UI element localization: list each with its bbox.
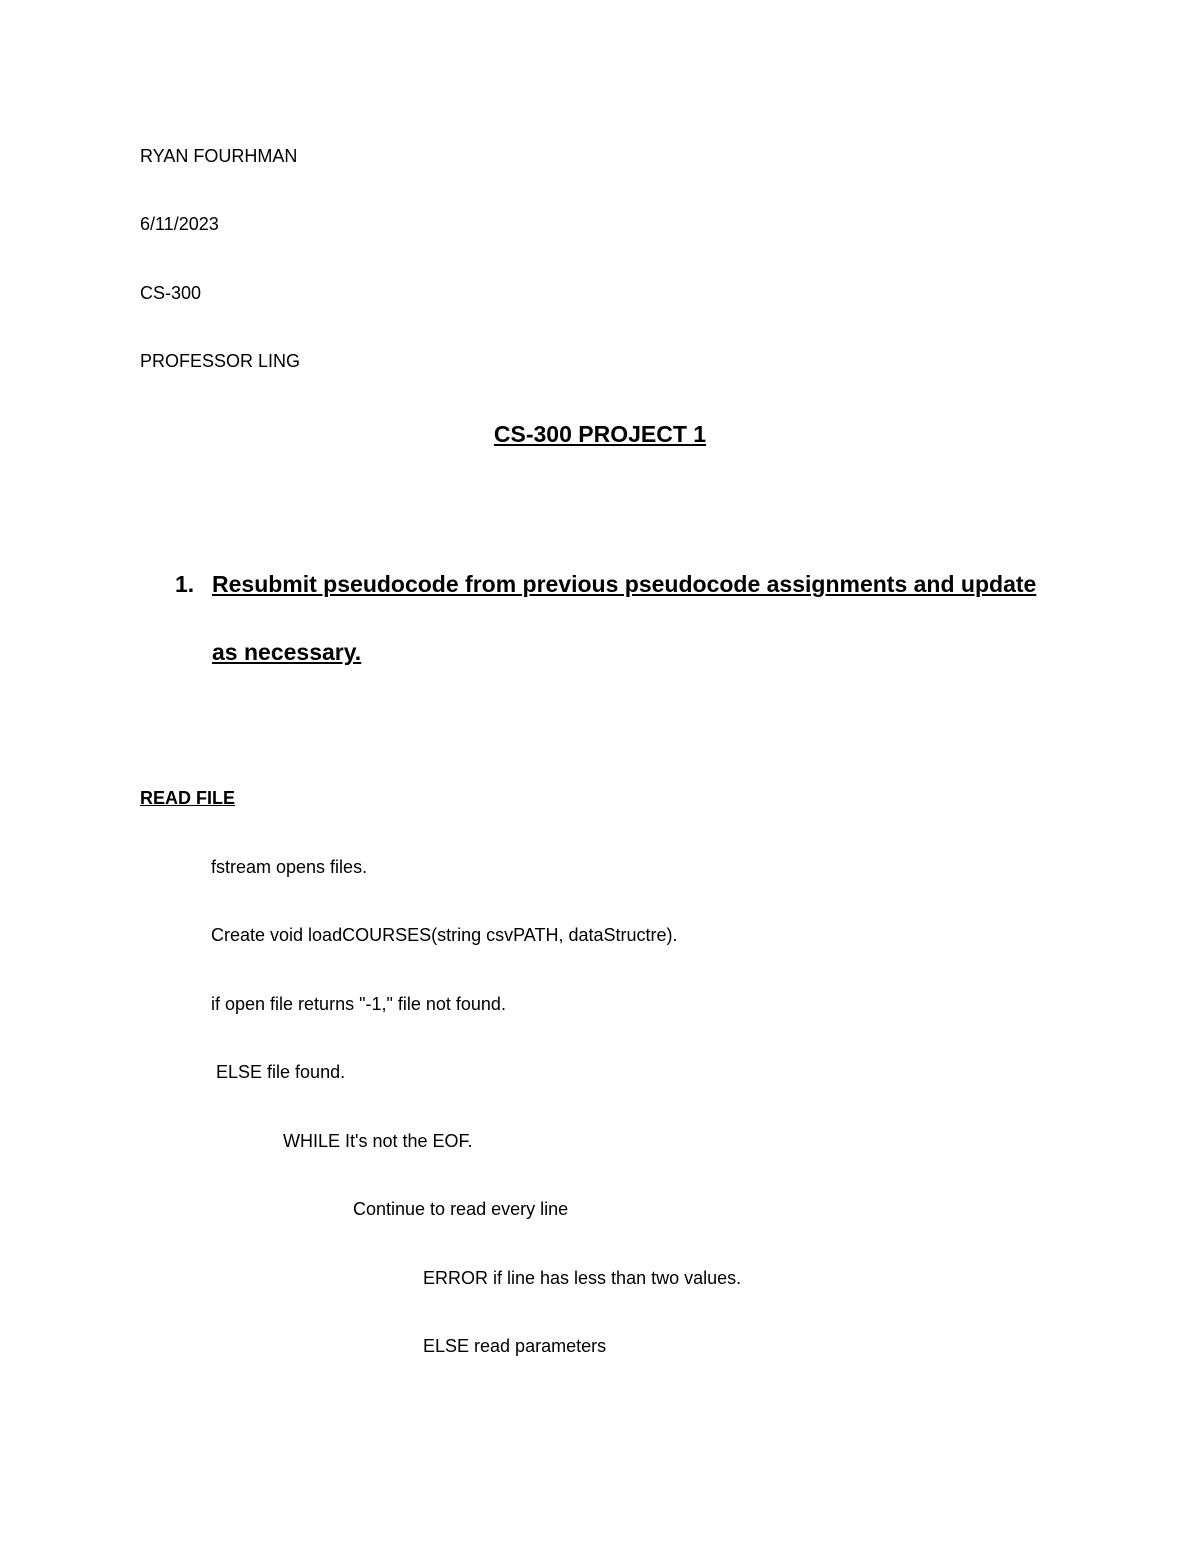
task-text-line-2: as necessary. (212, 639, 362, 665)
pseudocode-line: WHILE It's not the EOF. (283, 1131, 473, 1151)
professor-name: PROFESSOR LING (140, 351, 301, 371)
pseudocode-line: Continue to read every line (353, 1199, 569, 1219)
pseudocode-line: fstream opens files. (211, 857, 368, 877)
author-name: RYAN FOURHMAN (140, 146, 298, 166)
date: 6/11/2023 (140, 214, 219, 234)
task-number: 1. (175, 571, 195, 597)
task-text-line-1: Resubmit pseudocode from previous pseudocode assignments and update (212, 571, 1037, 597)
pseudocode-line: ELSE file found. (216, 1062, 346, 1082)
section-heading: READ FILE (140, 788, 236, 808)
pseudocode-line: ELSE read parameters (423, 1336, 607, 1356)
pseudocode-line: ERROR if line has less than two values. (423, 1268, 742, 1288)
pseudocode-line: Create void loadCOURSES(string csvPATH, dataStructre). (211, 925, 678, 945)
pseudocode-line: if open file returns "-1," file not found. (211, 994, 506, 1014)
course-code: CS-300 (140, 283, 202, 303)
document-title: CS-300 PROJECT 1 (493, 421, 707, 447)
